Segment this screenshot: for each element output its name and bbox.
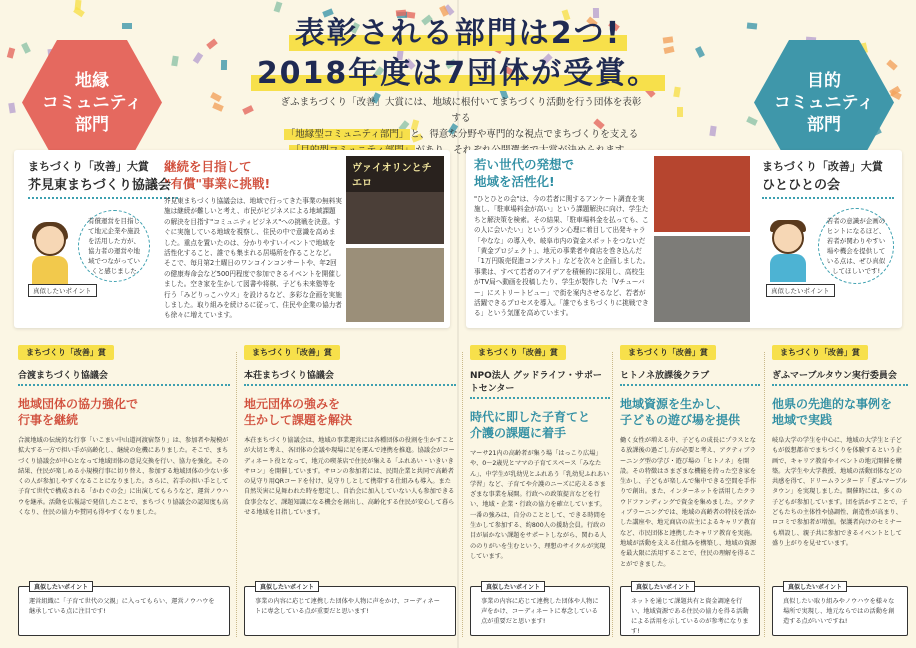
column-divider: [612, 352, 613, 637]
award-badge: まちづくり「改善」賞: [18, 345, 114, 360]
prize-column: [470, 340, 610, 640]
column-heading-2: 地域で実践: [772, 413, 833, 427]
intro-line1: ぎふまちづくり「改善」大賞には、地域に根付いてまちづくり活動を行う団体を表彰する: [280, 97, 642, 124]
grand-prize-card-right: [466, 150, 902, 328]
column-heading-1: 地元団体の強みを: [244, 397, 341, 411]
confetti-piece: [8, 103, 15, 114]
person-illustration: [28, 224, 72, 284]
org-name: 合渡まちづくり協議会: [18, 368, 230, 386]
column-heading-2: 子どもの遊び場を提供: [620, 413, 741, 427]
column-heading-1: 地域団体の協力強化で: [18, 397, 139, 411]
column-heading-1: 地域資源を生かし、: [620, 397, 729, 411]
column-divider: [236, 352, 237, 637]
dept-label-right: 目的 コミュニティ 部門: [773, 70, 875, 135]
column-text: 働く女性が増える中、子どもの成長にプラスとなる放課後の過ごし方が必要と考え、アクティブラーニング型の学び・遊び場の「ヒトノネ」を開設。その特徴はさまざまな機能を持った空き家を生かし、子どもが楽しんで集中できる空間を手作りで創出。また、インターネットを活用したクラウドファンディングで資金を集めました。アクティブラーニングでは、地域の高齢者の特技を活かした講座や、地元商店の店主によるキャリア教育など、市民団体と連携したキャリア教育を実施。地域が活動を支える仕組みを構築し、地域の資源を最大限に活用することで、住民の理解を得ることができました。: [620, 437, 757, 568]
comment-bubble: 若者の意識が企画のヒントになるほど、若者が関わりやすい場や機会を提供している点は、ぜひ真似してほしいです!: [818, 208, 894, 284]
point-text: 事業の内容に応じて連携した団体や人物に声をかけ、コーディネートに専念している点が重要だと思います!: [481, 598, 599, 625]
point-text: 真似したい取り組みやノウハウを様々な場所で実現し、地元ならではの活動を創造する点がいいですね!: [783, 598, 895, 625]
point-label: 真似したいポイント: [766, 284, 835, 297]
body-text: 芥見東まちづくり協議会は、地域で行ってきた事業の無料実施は継続が難しいと考え、市民がビジネスによる地域課題の解決を目指す"コミュニティビジネス"への挑戦を決意。すぐに実施している地域を視察し、住民の中で意識を高めました。重点を置いたのは、分かりやすいイベントで地域を活性化すること、誰でも集まれる居場所を作ることなど。そこで、毎月第2土曜日のワンコインコンサートや、年2回の健康寿命会など500円程度で参加できるイベントを開催しました。空き家を生かして図書や将棋、子ども未来塾等を行う「みどりっこハウス」を設けるなど、多彩な企画を実施しました。取り組みを続けるに従って、住民や企業の協力者も徐々に増えています。: [164, 197, 342, 320]
column-divider: [462, 352, 463, 637]
column-text: マーサ21内の高齢者が集う場「はっこり広場」や、0〜2歳児とママの子育てスペース「みなたん」、中学生が乳幼児とふれあう「乳幼児ふれあい学習」など、子育てや介護のニーズに応えるさまざまな事業を展開。行政への政策提言などを行い、地域・企業・行政の協力を確立しています。一番の強みは、自分のこととして、できる時間を生かして参加する、約800人の援助会員。行政の目が届かない課題をサポートしながら、関わる人ののりがいを生むという、理想のサイクルが実現しています。: [470, 450, 610, 560]
dept-label-left: 地縁 コミュニティ 部門: [41, 70, 143, 135]
point-box: [470, 586, 610, 636]
intro-highlight-1: 「地縁型コミュニティ部門」: [285, 129, 409, 140]
confetti-piece: [677, 107, 683, 117]
grand-prize-card-left: [14, 150, 450, 328]
headline-line2: 2018年度は7団体が受賞。: [251, 56, 665, 91]
concert-photo: [346, 156, 444, 244]
org-name: 芥見東まちづくり協議会: [28, 174, 178, 199]
subhead-line1: 継続を目指して: [164, 159, 252, 174]
point-box: [772, 586, 908, 636]
person-illustration: [766, 222, 810, 282]
award-title: まちづくり「改善」大賞: [28, 160, 149, 173]
photo-caption: ヴァイオリンとチエロ: [346, 156, 444, 192]
subhead-line1: 若い世代の発想で: [474, 157, 575, 172]
point-box: [18, 586, 230, 636]
prize-column: [772, 340, 908, 640]
column-text: 岐阜大学の学生を中心に、地域の大学生と子どもが仮想都市でまちづくりを体験するという企画で、キャリア教育やイベントの地元開催を構築。大学生や大学教授、地域の活動団体などの共感を得て、ドリームランタード「ぎふマーブルタウン」を実現しました。開催時には、多くの子どもが参加しています。団を活かすことで、子どもたちの主体性や協調性、創造性が高まり、ロコミで参加者が増加。保護者向けのセミナーも増設し、親子共に参加できるイベントとして盛り上がりを見せています。: [772, 437, 908, 547]
award-badge: まちづくり「改善」賞: [772, 345, 868, 360]
confetti-piece: [212, 102, 224, 111]
point-label: 真似したいポイント: [28, 284, 97, 297]
column-heading-2: 介護の課題に着手: [470, 426, 567, 440]
point-text: 事業の内容に応じて連携した団体や人物に声をかけ、コーディネートに専念している点が重要だと思います!: [255, 598, 440, 615]
award-badge: まちづくり「改善」賞: [470, 345, 566, 360]
point-text: 運営組織に「子育て世代の父親」に入ってもらい、運営ノウハウを継承している点に注目です!: [29, 598, 215, 615]
org-name: ヒトノネ放課後クラブ: [620, 368, 760, 386]
point-box: [620, 586, 760, 636]
column-heading-1: 時代に即した子育てと: [470, 410, 591, 424]
org-name: 本荘まちづくり協議会: [244, 368, 456, 386]
column-heading-2: 行事を継続: [18, 413, 79, 427]
group-photo: [654, 236, 750, 322]
shrine-photo: [654, 156, 750, 232]
org-name: ひとひとの会: [762, 174, 894, 199]
confetti-piece: [242, 105, 254, 115]
prize-column: [18, 340, 230, 640]
prize-column: [244, 340, 456, 640]
dept-hex-left: [22, 40, 162, 165]
point-label: 真似したいポイント: [29, 581, 93, 592]
dept-hex-right: [754, 40, 894, 165]
point-label: 真似したいポイント: [631, 581, 695, 592]
confetti-piece: [709, 126, 716, 137]
confetti-piece: [274, 1, 283, 12]
event-photo: [346, 248, 444, 322]
org-name: ぎふマーブルタウン実行委員会: [772, 368, 908, 386]
prize-column: [620, 340, 760, 640]
award-title: まちづくり「改善」大賞: [762, 160, 883, 173]
point-label: 真似したいポイント: [481, 581, 545, 592]
point-box: [244, 586, 456, 636]
point-label: 真似したいポイント: [255, 581, 319, 592]
body-text: "ひとひとの会"は、今の若者に関するアンケート調査を実施し、「駐車場料金が高い」という課題解決に向け、学生たちと解決策を検索。その結果、「駐車場料金を払っても、この人に会いたい」というプラン心理に着目して出発キャラ「やなな」の導入や、岐阜市内の資金スポットをつないだ「黄金プロジェクト」、地元の事業者や商店を巻き込んだ「1万円販売促進コンテスト」などを次々と企画しました。事業は、すべて若者のアイデアを積極的に採用し、高校生がTV局へ動画を投稿したり、学生が製作した「Vチューバー」にストリートビュー」で街を案内させるなど、若者が活躍できるプロセスを導入。「誰でもまちづくりに挑戦できる」という気運を高めています。: [474, 195, 650, 318]
column-heading-2: 生かして課題を解決: [244, 413, 353, 427]
column-text: 合渡地域の伝統的な行事「いこまい中山道河渡宿祭り」は、参加者や規模が拡大する一方で担い手が高齢化し、継続の危機にありました。そこで、まちづくり協議会が中心となって地域団体の意見交換を行い、協力を強化。その結果、住民が楽しめる小規模行事に切り替え、参加する地域団体の少ない多くの人が参加しやすくなることになりました。さらに、若手の担い手として子育て世代で構成される「かわぐの会」に出演してもらうなど、運営ノウハウを継承。活動を広報誌で発信したことで、まちづくり協議会の認知度も高くなり、住民の協力や賛同も得やすくなりました。: [18, 437, 229, 517]
subhead-line2: "有償"事業に挑戦!: [164, 176, 271, 191]
award-badge: まちづくり「改善」賞: [244, 345, 340, 360]
column-heading-1: 他県の先進的な事例を: [772, 397, 893, 411]
column-text: 本荘まちづくり協議会は、地域の事業運営には各種団体の役割を生かすことが大切と考え、各団体の会議や現場に足を運んで連携を推進。協議会がコーディネート役となって、地元の喫茶店で住民が集える「ふれあい・いきいきサロン」を開催しています。サロンの参加者には、民間企業と共同で高齢者の見守り用QRコードを付け、見守りしとして携帯する仕組みも導入。また自然災害に見舞われた時を想定し、自治会に加入していない人も参加できる食事会など、課題知識になる機会を創出し、高齢化する住民が安心して暮らせる地域を目指しています。: [244, 437, 455, 517]
point-label: 真似したいポイント: [783, 581, 847, 592]
comment-bubble: 有償運営を目指して地元企業や施設を活用した方が、協力者の運営や地域でつながっていくと感じました: [78, 210, 150, 282]
intro-line2: と、得意な分野や専門的な視点でまちづくりを支える: [410, 129, 639, 140]
column-divider: [764, 352, 765, 637]
headline-line1: 表彰される部門は2つ!: [289, 16, 628, 51]
org-name: NPO法人 グッドライフ・サポートセンター: [470, 368, 610, 399]
subhead-line2: 地域を活性化!: [474, 174, 555, 189]
point-text: ネットを通じて課題共有と資金調達を行い、地域資源である住民の協力を得る活動による活用を示しているのが参考になります!: [631, 598, 749, 635]
award-badge: まちづくり「改善」賞: [620, 345, 716, 360]
